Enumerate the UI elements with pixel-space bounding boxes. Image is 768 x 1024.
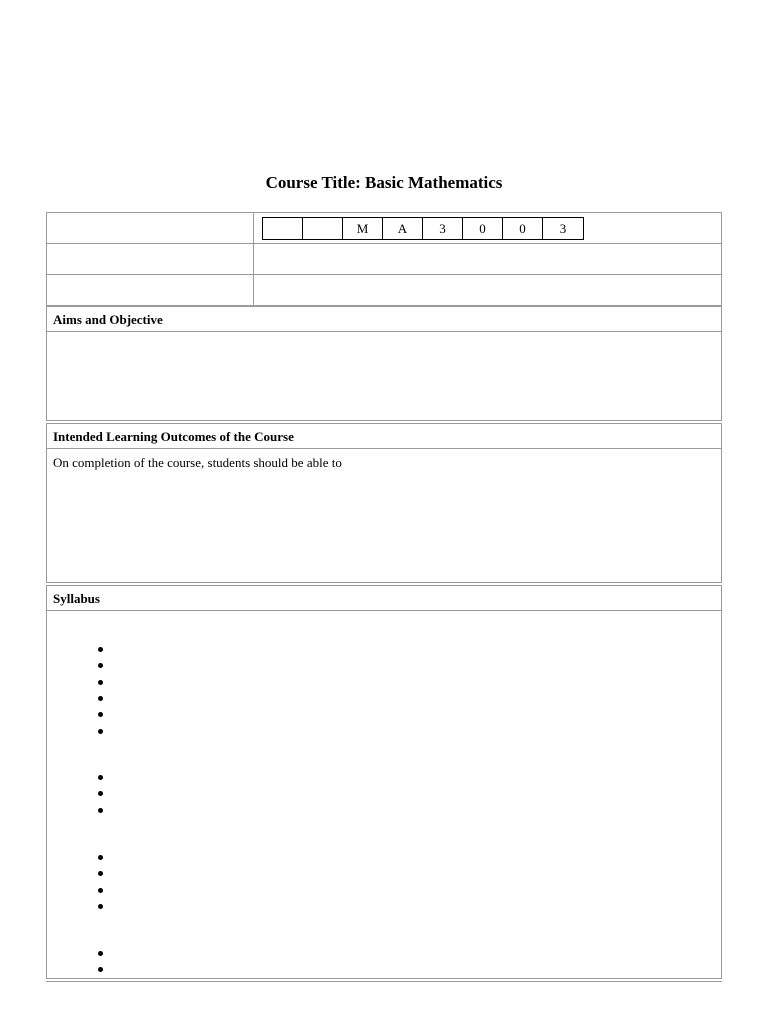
- course-info-table: [46, 212, 722, 306]
- info-label-cell: [47, 275, 254, 305]
- aims-body: [47, 332, 721, 344]
- syllabus-bullet: [98, 966, 106, 974]
- syllabus-body: [47, 611, 721, 623]
- syllabus-bullet: [98, 950, 106, 958]
- course-code-box: [303, 218, 343, 239]
- course-code-box: [263, 218, 303, 239]
- info-label-cell: [47, 213, 254, 243]
- course-code-box: 3: [423, 218, 463, 239]
- syllabus-bullet: [98, 854, 106, 862]
- syllabus-bullet: [98, 646, 106, 654]
- learning-outcomes-section: [46, 423, 722, 583]
- syllabus-bullet: [98, 728, 106, 736]
- syllabus-bullet: [98, 807, 106, 815]
- aims-section: [46, 306, 722, 421]
- syllabus-section: [46, 585, 722, 979]
- course-code-box: M: [343, 218, 383, 239]
- info-row-3: [47, 275, 721, 305]
- learning-outcomes-body: On completion of the course, students should be able to: [53, 455, 342, 470]
- syllabus-bullet: [98, 679, 106, 687]
- syllabus-bullet: [98, 662, 106, 670]
- syllabus-bullet: [98, 790, 106, 798]
- syllabus-bullet: [98, 870, 106, 878]
- course-code-boxes: [262, 217, 584, 240]
- info-row-code: [47, 213, 721, 244]
- course-code-box: 0: [463, 218, 503, 239]
- info-row-2: [47, 244, 721, 275]
- course-code-box: 3: [559, 221, 567, 236]
- course-title: Course Title: Basic Mathematics: [265, 173, 503, 192]
- syllabus-header: Syllabus: [47, 586, 721, 611]
- course-code-box: A: [383, 218, 423, 239]
- syllabus-bullet: [98, 774, 106, 782]
- course-code-box: 0: [503, 218, 543, 239]
- learning-outcomes-header: Intended Learning Outcomes of the Course: [47, 424, 721, 449]
- syllabus-bullet: [98, 711, 106, 719]
- syllabus-bullet: [98, 903, 106, 911]
- info-label-cell: [47, 244, 254, 274]
- syllabus-bullet: [98, 887, 106, 895]
- aims-header: Aims and Objective: [47, 307, 721, 332]
- syllabus-bullet: [98, 695, 106, 703]
